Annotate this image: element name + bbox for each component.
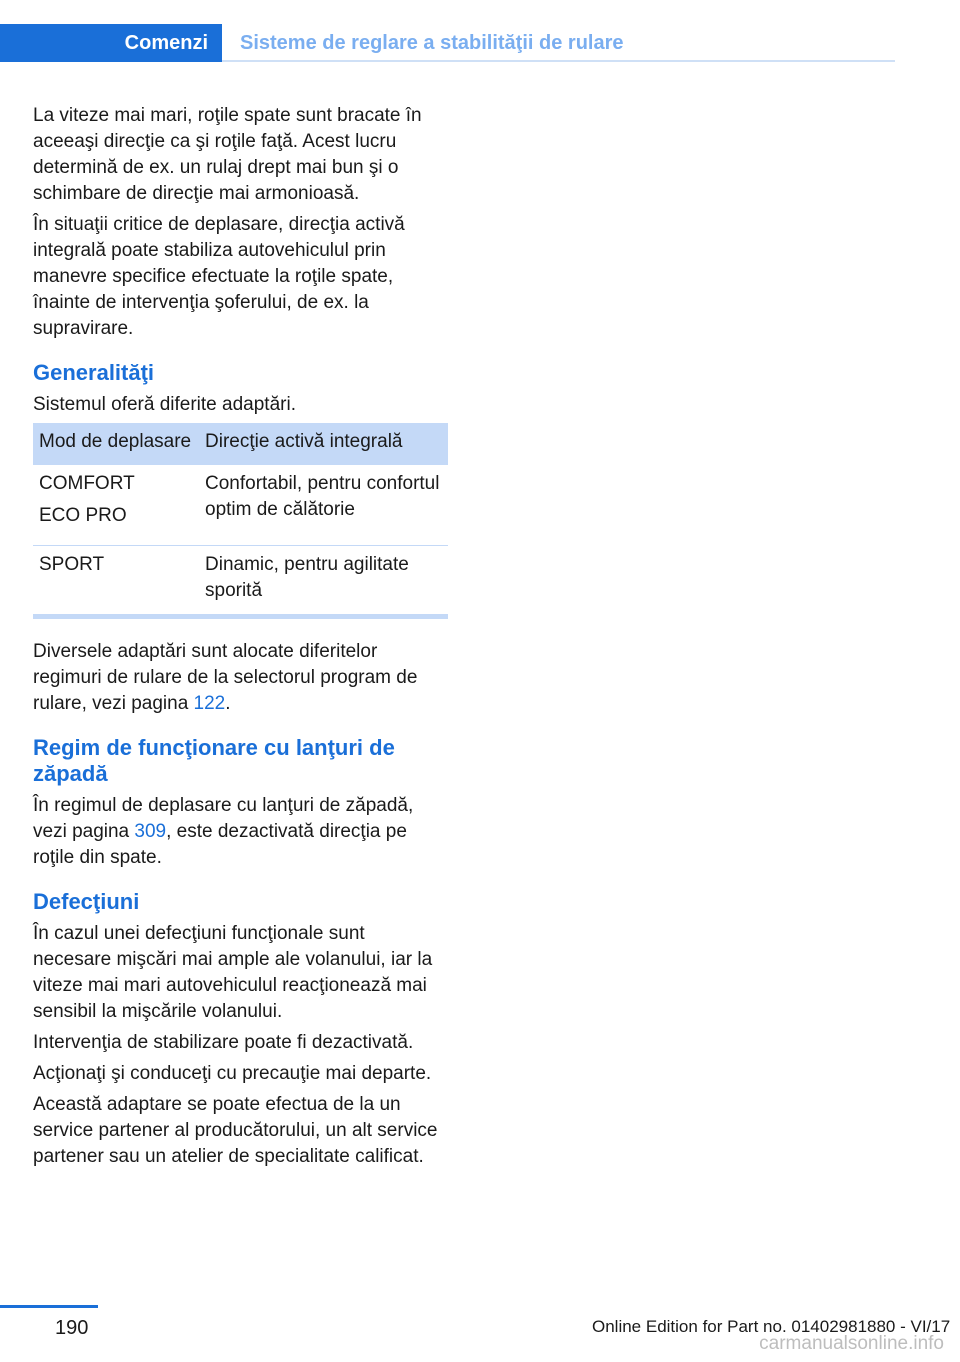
header-divider (222, 60, 895, 62)
after-text: Diversele adaptări sunt alocate diferitelor regimuri de rulare de la selectorul program de rulare, vezi pagina (33, 641, 418, 714)
snow-paragraph (33, 793, 448, 871)
mode-eco-pro: ECO PRO (39, 505, 127, 526)
defectiuni-paragraph-1: În cazul unei defecţiuni funcţionale sunt necesare mişcări mai ample ale volanului, iar la viteze mai mari autovehiculul reacţionează mai sensibil la mişcările volanului. (33, 923, 433, 1022)
defectiuni-paragraph-2: Intervenţia de stabilizare poate fi dezactivată. (33, 1032, 414, 1053)
table-cell-value: Dinamic, pentru agilitate sporită (205, 554, 409, 601)
defectiuni-paragraph-4: Această adaptare se poate efectua de la un service partener al producătorului, un alt service partener sau un atelier de specialitate calificat. (33, 1094, 438, 1167)
intro-paragraph-2: În situaţii critice de deplasare, direcţia activă integrală poate stabiliza autovehiculul prin manevre specifice efectuate la roţile spate, înainte de intervenţia şoferului, de ex. la supravirare. (33, 214, 405, 339)
page-link-309[interactable]: 309 (134, 821, 167, 842)
table-row (33, 546, 448, 617)
after-end: . (225, 693, 231, 714)
heading-snow-chains: Regim de funcţionare cu lanţuri de zăpadă (33, 735, 395, 786)
snow-text-start: În regimul de deplasare cu lanţuri de zăpadă, vezi pagina (33, 795, 414, 842)
edition-note: Online Edition for Part no. 01402981880 - VI/17 (592, 1317, 951, 1336)
defectiuni-paragraph-3: Acţionaţi şi conduceţi cu precauţie mai departe. (33, 1063, 432, 1084)
generalitati-text: Sistemul oferă diferite adaptări. (33, 394, 296, 415)
watermark: carmanualsonline.info (759, 1333, 944, 1354)
table-header-steering: Direcţie activă integrală (205, 431, 403, 452)
chapter-title[interactable]: Sisteme de reglare a stabilităţii de rulare (240, 32, 624, 54)
adaptations-table (33, 423, 448, 619)
main-content (33, 103, 448, 1175)
page-number: 190 (55, 1317, 89, 1339)
page-header (0, 24, 895, 62)
table-cell-mode (33, 546, 199, 617)
table-cell-mode (33, 465, 199, 546)
snow-text-end: , este dezactivată direcţia pe roţile din spate. (33, 821, 407, 868)
mode-comfort: COMFORT (39, 473, 135, 494)
mode-sport: SPORT (39, 554, 105, 575)
heading-defectiuni: Defecţiuni (33, 889, 140, 914)
page-link-122[interactable]: 122 (193, 693, 226, 714)
intro-paragraph-1: La viteze mai mari, roţile spate sunt bracate în aceeaşi direcţie ca şi roţile faţă. Acest lucru determină de ex. un rulaj drept mai bun şi o schimbare de direcţie mai armonioasă. (33, 105, 422, 204)
table-header-row (33, 423, 448, 465)
table-row (33, 465, 448, 546)
table-cell-value: Confortabil, pentru confortul optim de călătorie (205, 473, 440, 520)
table-header-mode: Mod de deplasare (39, 431, 192, 452)
footer-accent-rule (0, 1305, 98, 1308)
heading-generalitati: Generalităţi (33, 360, 155, 385)
section-tab[interactable]: Comenzi (0, 24, 222, 62)
generalitati-after-paragraph (33, 639, 448, 717)
